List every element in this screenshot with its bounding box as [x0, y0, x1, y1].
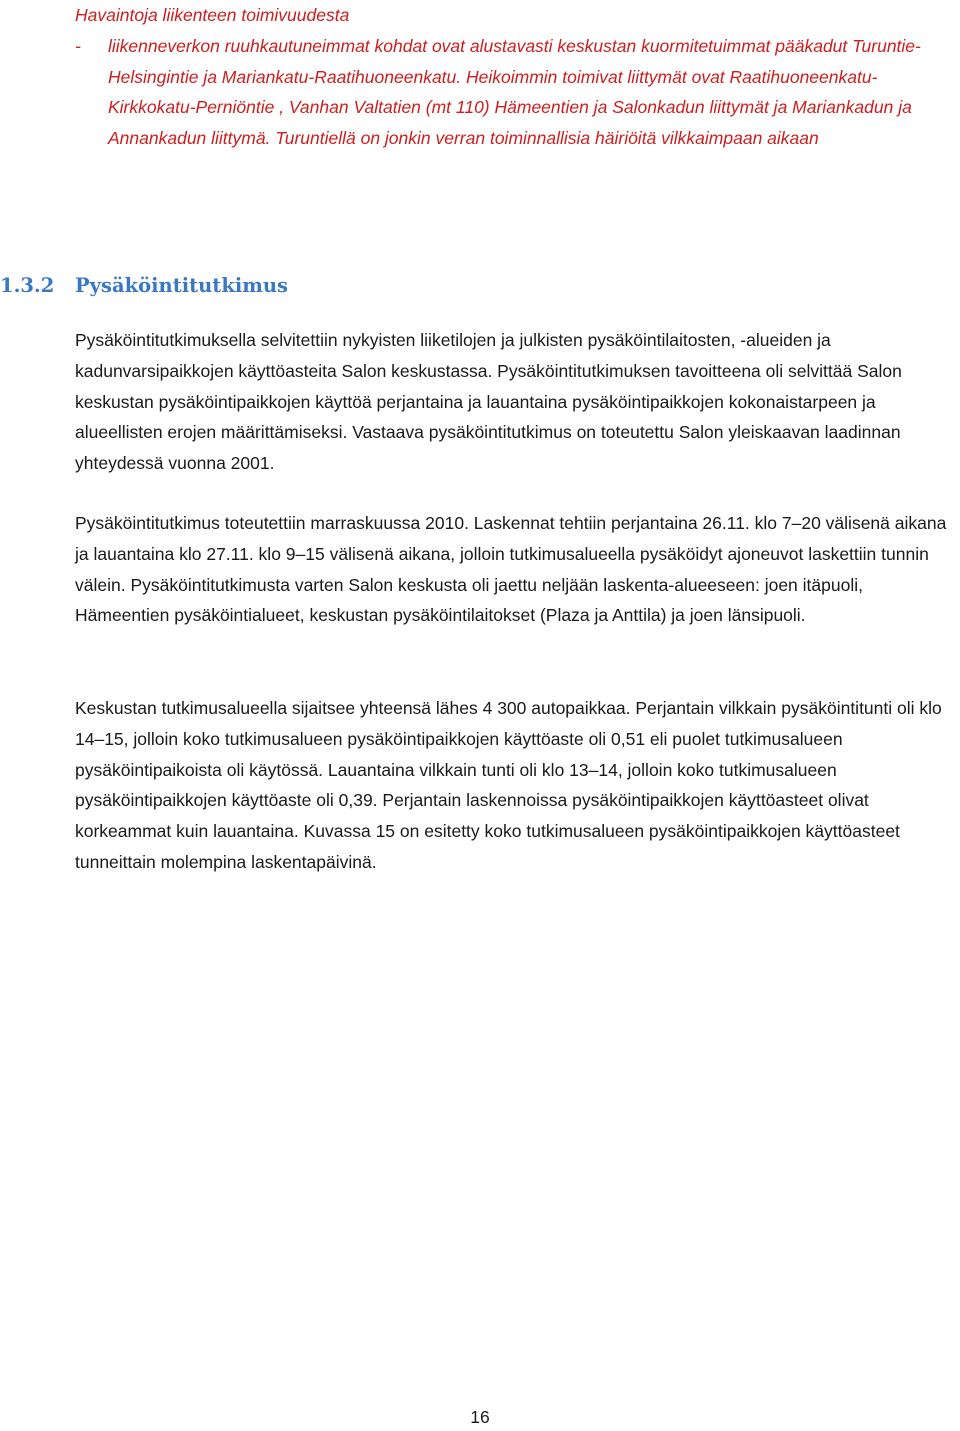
section-title: Pysäköintitutkimus [75, 274, 289, 297]
paragraph-1: Pysäköintitutkimuksella selvitettiin nykyisten liiketilojen ja julkisten pysäköintilaitosten, -alueiden ja kadunvarsipaikkojen käyttöasteita Salon keskustassa. Pysäköintitutkimuksen tavoitteena oli selvittää Salon keskustan pysäköintipaikkojen käyttöä perjantaina ja lauantaina pysäköintipaikkojen kokonaistarpeen ja alueellisten erojen määrittämiseksi. Vastaava pysäköintitutkimus on toteutettu Salon yleiskaavan laadinnan yhteydessä vuonna 2001. [75, 330, 902, 474]
page-number: 16 [470, 1407, 490, 1427]
observations-item-text: liikenneverkon ruuhkautuneimmat kohdat ovat alustavasti keskustan kuormitetuimmat pääkadut Turuntie-Helsingintie ja Mariankatu-Raatihuoneenkatu. Heikoimmin toimivat liittymät ovat Raatihuoneenkatu-Kirkkokatu-Perniöntie , Vanhan Valtatien (mt 110) Hämeentien ja Salonkadun liittymät ja Mariankadun ja Annankadun liittymä. Turuntiellä on jonkin verran toiminnallisia häiriöitä vilkkaimpaan aikaan [108, 35, 921, 149]
list-dash: - [75, 35, 81, 56]
paragraph-3: Keskustan tutkimusalueella sijaitsee yhteensä lähes 4 300 autopaikkaa. Perjantain vilkkain pysäköintitunti oli klo 14–15, jolloin koko tutkimusalueen pysäköintipaikkojen käyttöaste oli 0,51 eli puolet tutkimusalueen pysäköintipaikoista oli käytössä. Lauantaina vilkkain tunti oli klo 13–14, jolloin koko tutkimusalueen pysäköintipaikkojen käyttöaste oli 0,39. Perjantain laskennoissa pysäköintipaikkojen käyttöasteet olivat korkeammat kuin lauantaina. Kuvassa 15 on esitetty koko tutkimusalueen pysäköintipaikkojen käyttöasteet tunneittain molempina laskentapäivinä. [75, 698, 942, 872]
traffic-observations-note [75, 0, 955, 154]
observations-list-item [75, 31, 955, 154]
observations-title: Havaintoja liikenteen toimivuudesta [75, 5, 350, 25]
paragraph-2: Pysäköintitutkimus toteutettiin marraskuussa 2010. Laskennat tehtiin perjantaina 26.11. klo 7–20 välisenä aikana ja lauantaina klo 27.11. klo 9–15 välisenä aikana, jolloin tutkimusalueella pysäköidyt ajoneuvot laskettiin tunnin välein. Pysäköintitutkimusta varten Salon keskusta oli jaettu neljään laskenta-alueeseen: joen itäpuoli, Hämeentien pysäköintialueet, keskustan pysäköintilaitokset (Plaza ja Anttila) ja joen länsipuoli. [75, 513, 947, 626]
section-number: 1.3.2 [0, 274, 55, 297]
section-heading [0, 271, 288, 301]
